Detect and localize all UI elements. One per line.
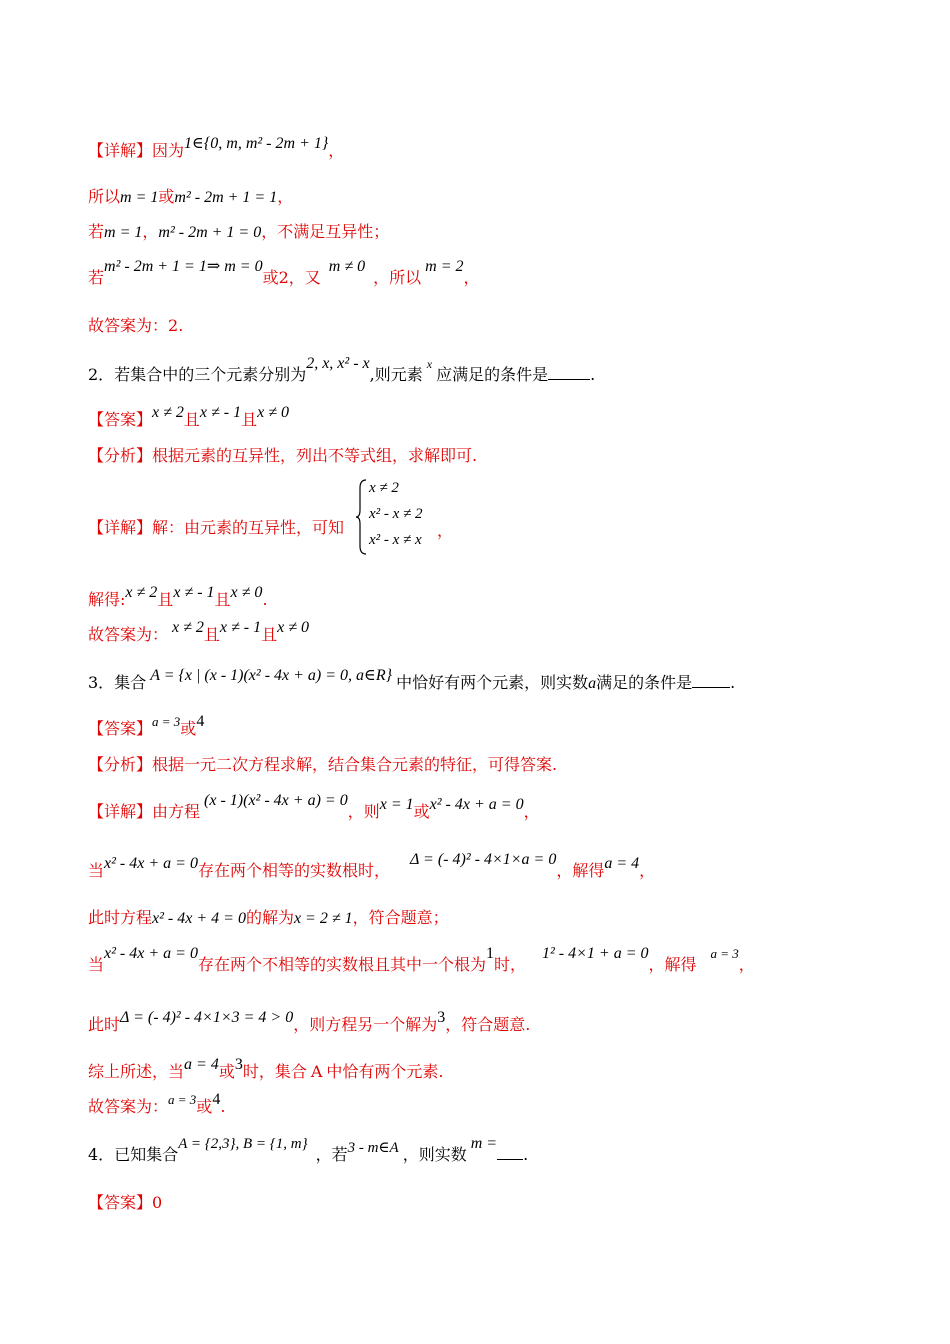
q3-c2-lead: 当: [88, 955, 105, 974]
q4-num: 4．: [88, 1145, 115, 1164]
q2-final-b: x ≠ - 1: [219, 619, 262, 636]
q2-final-label: 故答案为：: [88, 625, 169, 644]
q3-c2-tail: ，: [738, 955, 755, 974]
q1-line4-tail: ，: [463, 268, 480, 287]
q3-c1b-expr2: x = 2 ≠ 1: [293, 910, 353, 927]
q3-c1b-tail: ，符合题意；: [352, 908, 449, 927]
q3-c1-mid: 存在两个相等的实数根时，: [197, 861, 390, 880]
q3-c1b-lead: 此时方程: [88, 908, 153, 927]
q3-detail-tail: ，: [523, 802, 540, 821]
q2-solve-b: x ≠ - 1: [173, 584, 215, 601]
q1-detail-line: [88, 135, 345, 162]
q3-analysis-line: [88, 755, 557, 775]
q1-line2-lead: 所以: [88, 187, 121, 206]
q3-detail-line: [88, 792, 540, 823]
q3-c2b-expr: Δ = (- 4)² - 4×1×3 = 4 > 0: [120, 1009, 294, 1026]
q3-answer-or: 或: [180, 719, 197, 738]
q3-sum-or: 或: [218, 1062, 235, 1081]
q3-final-b: 4: [212, 1091, 221, 1108]
q3-final-or: 或: [196, 1097, 213, 1116]
q1-detail-label: 【详解】: [88, 141, 153, 160]
q3-stem-end: .: [730, 673, 736, 692]
q3-c2-expr2: 1² - 4×1 + a = 0: [541, 945, 649, 962]
q3-c1b-mid: 的解为: [245, 908, 294, 927]
q3-analysis-text: 根据一元二次方程求解，结合集合元素的特征，可得答案.: [152, 755, 558, 774]
q2-stem-a: 若集合中的三个元素分别为: [114, 365, 307, 384]
q2-answer-line: [88, 404, 290, 431]
q2-final-c: x ≠ 0: [277, 619, 310, 636]
q4-answer-label: 【答案】: [88, 1193, 153, 1212]
q3-answer-label: 【答案】: [88, 719, 153, 738]
q1-line4: [88, 258, 480, 289]
q3-stem-var: a: [588, 675, 597, 692]
q1-line3-expr-b: m² - 2m + 1 = 0: [158, 224, 262, 241]
q3-analysis-label: 【分析】: [88, 755, 153, 774]
q4-answer-value: 0: [152, 1193, 163, 1212]
q3-stem-expr: A = {x | (x - 1)(x² - 4x + a) = 0, a∈R}: [150, 667, 393, 684]
q1-line3-expr-a: m = 1: [104, 224, 143, 241]
q2-final-a: x ≠ 2: [172, 619, 204, 636]
q3-answer-blank: [692, 673, 730, 688]
q1-line2-expr-b: m² - 2m + 1 = 1: [174, 189, 278, 206]
q2-solve-c: x ≠ 0: [230, 584, 263, 601]
q3-answer-line: [88, 713, 205, 740]
q4-stem-c: ，则实数: [402, 1145, 467, 1164]
q4-stem-a: 已知集合: [114, 1145, 179, 1164]
q2-analysis-label: 【分析】: [88, 446, 153, 465]
q1-line4-expr: m² - 2m + 1 = 1⇒ m = 0: [104, 258, 263, 275]
q2-stem-var: x: [426, 357, 433, 371]
q4-stem-expr: A = {2,3}, B = {1, m}: [178, 1136, 308, 1152]
q3-c1-mid2: ，解得: [556, 861, 605, 880]
q3-detail-expr2: x = 1: [379, 796, 414, 813]
q2-stem-expr: 2, x, x² - x: [306, 355, 370, 372]
q2-solve-lead: 解得:: [88, 590, 126, 609]
q2-final-and2: 且: [261, 625, 278, 644]
q3-c2b-mid: ，则方程另一个解为: [293, 1015, 438, 1034]
q3-sum-mid: 时，集合: [242, 1062, 307, 1081]
q2-solve-line: [88, 584, 268, 611]
q1-line4-expr2: m ≠ 0: [328, 258, 366, 275]
q4-stem-expr2: 3 - m∈A: [347, 1140, 399, 1156]
q3-detail-or: 或: [413, 802, 430, 821]
q3-sum-expr: a = 4: [184, 1056, 219, 1073]
q3-case2-line: [88, 945, 755, 976]
q3-c1b-expr: x² - 4x + 4 = 0: [152, 910, 246, 927]
q2-stem-c: 应满足的条件是: [436, 365, 549, 384]
q1-line2-tail: ，: [277, 187, 294, 206]
q3-c1-lead: 当: [88, 861, 105, 880]
q1-answer-label: 故答案为：: [88, 316, 169, 335]
q1-line2: [88, 187, 293, 208]
q2-detail-line: [88, 518, 344, 538]
q3-stem-b: 中恰好有两个元素，则实数: [396, 673, 589, 692]
q2-stem-b: ,则元素: [369, 365, 423, 384]
q3-c2b-val: 3: [437, 1009, 446, 1026]
q1-detail-tail: ，: [328, 141, 345, 160]
q4-stem-end: .: [523, 1145, 529, 1164]
q3-sum-val: 3: [234, 1056, 243, 1073]
q3-c2b-tail: ，符合题意.: [445, 1015, 531, 1034]
q3-stem: [88, 667, 736, 694]
q2-solve-end: .: [262, 590, 268, 609]
q2-answer-blank: [548, 365, 590, 380]
q2-inequality-system: [355, 478, 465, 556]
q3-c1-expr3: a = 4: [604, 855, 640, 872]
q4-stem-expr3: m =: [470, 1135, 498, 1152]
q3-summary-line: [88, 1056, 444, 1083]
q3-final-label: 故答案为：: [88, 1097, 169, 1116]
q3-case1b-line: [88, 908, 449, 929]
q3-c1-expr2: Δ = (- 4)² - 4×1×a = 0: [409, 851, 557, 868]
q3-final-a: a = 3: [168, 1092, 197, 1107]
q3-detail-expr3: x² - 4x + a = 0: [429, 796, 524, 813]
q1-line3: [88, 222, 389, 243]
q3-c2-one: 1: [485, 945, 494, 962]
q3-sum-lead: 综上所述，当: [88, 1062, 185, 1081]
q3-c2-expr: x² - 4x + a = 0: [104, 945, 198, 962]
q1-line4-mid: 或2，又: [262, 268, 321, 287]
q2-sys-row2: x² - x ≠ 2: [369, 506, 423, 522]
q1-detail-expr: 1∈{0, m, m² - 2m + 1}: [184, 135, 329, 152]
q3-stem-c: 满足的条件是: [596, 673, 693, 692]
q2-final-line: [88, 619, 310, 646]
q2-sys-row3: x² - x ≠ x: [369, 532, 422, 548]
q3-answer-a: a = 3: [152, 714, 181, 729]
q3-sum-set: A: [310, 1062, 323, 1081]
q2-and1: 且: [183, 410, 200, 429]
q4-stem-b: ，若: [315, 1145, 348, 1164]
q3-c2-mid2: 时，: [493, 955, 526, 974]
q3-num: 3．: [88, 673, 115, 692]
q3-final-line: [88, 1091, 226, 1118]
q2-solve-a: x ≠ 2: [125, 584, 158, 601]
q2-answer-a: x ≠ 2: [152, 404, 184, 421]
q2-answer-c: x ≠ 0: [257, 404, 290, 421]
q1-answer-value: 2.: [168, 316, 184, 335]
q2-and2: 且: [241, 410, 258, 429]
q2-analysis-text: 根据元素的互异性，列出不等式组，求解即可.: [152, 446, 478, 465]
left-brace-icon: [355, 478, 369, 556]
q1-detail-lead: 因为: [152, 141, 185, 160]
q2-stem: [88, 355, 596, 386]
q2-detail-text: 解：由元素的互异性，可知: [152, 518, 345, 537]
q3-answer-b: 4: [196, 713, 205, 730]
q3-c2-mid: 存在两个不相等的实数根且其中一个根为: [197, 955, 486, 974]
q2-answer-b: x ≠ - 1: [199, 404, 242, 421]
q2-sys-row1: x ≠ 2: [369, 480, 399, 496]
q3-case2b-line: [88, 1009, 531, 1036]
q2-stem-end: .: [590, 365, 596, 384]
q1-line4-lead: 若: [88, 268, 105, 287]
q3-case1-line: [88, 851, 656, 882]
q4-answer-blank: [497, 1145, 523, 1160]
q2-solve-and2: 且: [214, 590, 231, 609]
q3-c1-tail: ，: [639, 861, 656, 880]
q4-stem: [88, 1135, 529, 1166]
q3-detail-expr: (x - 1)(x² - 4x + a) = 0: [204, 792, 348, 809]
q2-sys-tail: ，: [437, 523, 454, 540]
q1-line3-tail: ，不满足互异性；: [261, 222, 390, 241]
q3-sum-tail: 中恰有两个元素.: [326, 1062, 444, 1081]
q1-line2-or: 或: [158, 187, 175, 206]
q3-c1-expr: x² - 4x + a = 0: [104, 855, 198, 872]
q3-final-end: .: [220, 1097, 226, 1116]
q3-stem-a: 集合: [114, 673, 147, 692]
q3-detail-label: 【详解】: [88, 802, 153, 821]
q3-c2b-lead: 此时: [88, 1015, 121, 1034]
q3-detail-mid: ，则: [347, 802, 380, 821]
q1-line2-expr-a: m = 1: [120, 189, 159, 206]
q1-line4-mid2: ，所以: [373, 268, 422, 287]
q1-answer-line: [88, 316, 183, 336]
q1-line3-sep: ，: [142, 222, 159, 241]
q2-analysis-line: [88, 446, 477, 466]
q2-answer-label: 【答案】: [88, 410, 153, 429]
q1-line4-expr3: m = 2: [425, 258, 464, 275]
q2-final-and1: 且: [203, 625, 220, 644]
q3-c2-mid3: ，解得: [648, 955, 697, 974]
q4-answer-line: [88, 1193, 162, 1213]
q2-solve-and1: 且: [157, 590, 174, 609]
q1-line3-lead: 若: [88, 222, 105, 241]
q2-num: 2．: [88, 365, 115, 384]
q2-detail-label: 【详解】: [88, 518, 153, 537]
q3-detail-lead: 由方程: [152, 802, 201, 821]
q3-c2-expr3: a = 3: [710, 946, 739, 961]
